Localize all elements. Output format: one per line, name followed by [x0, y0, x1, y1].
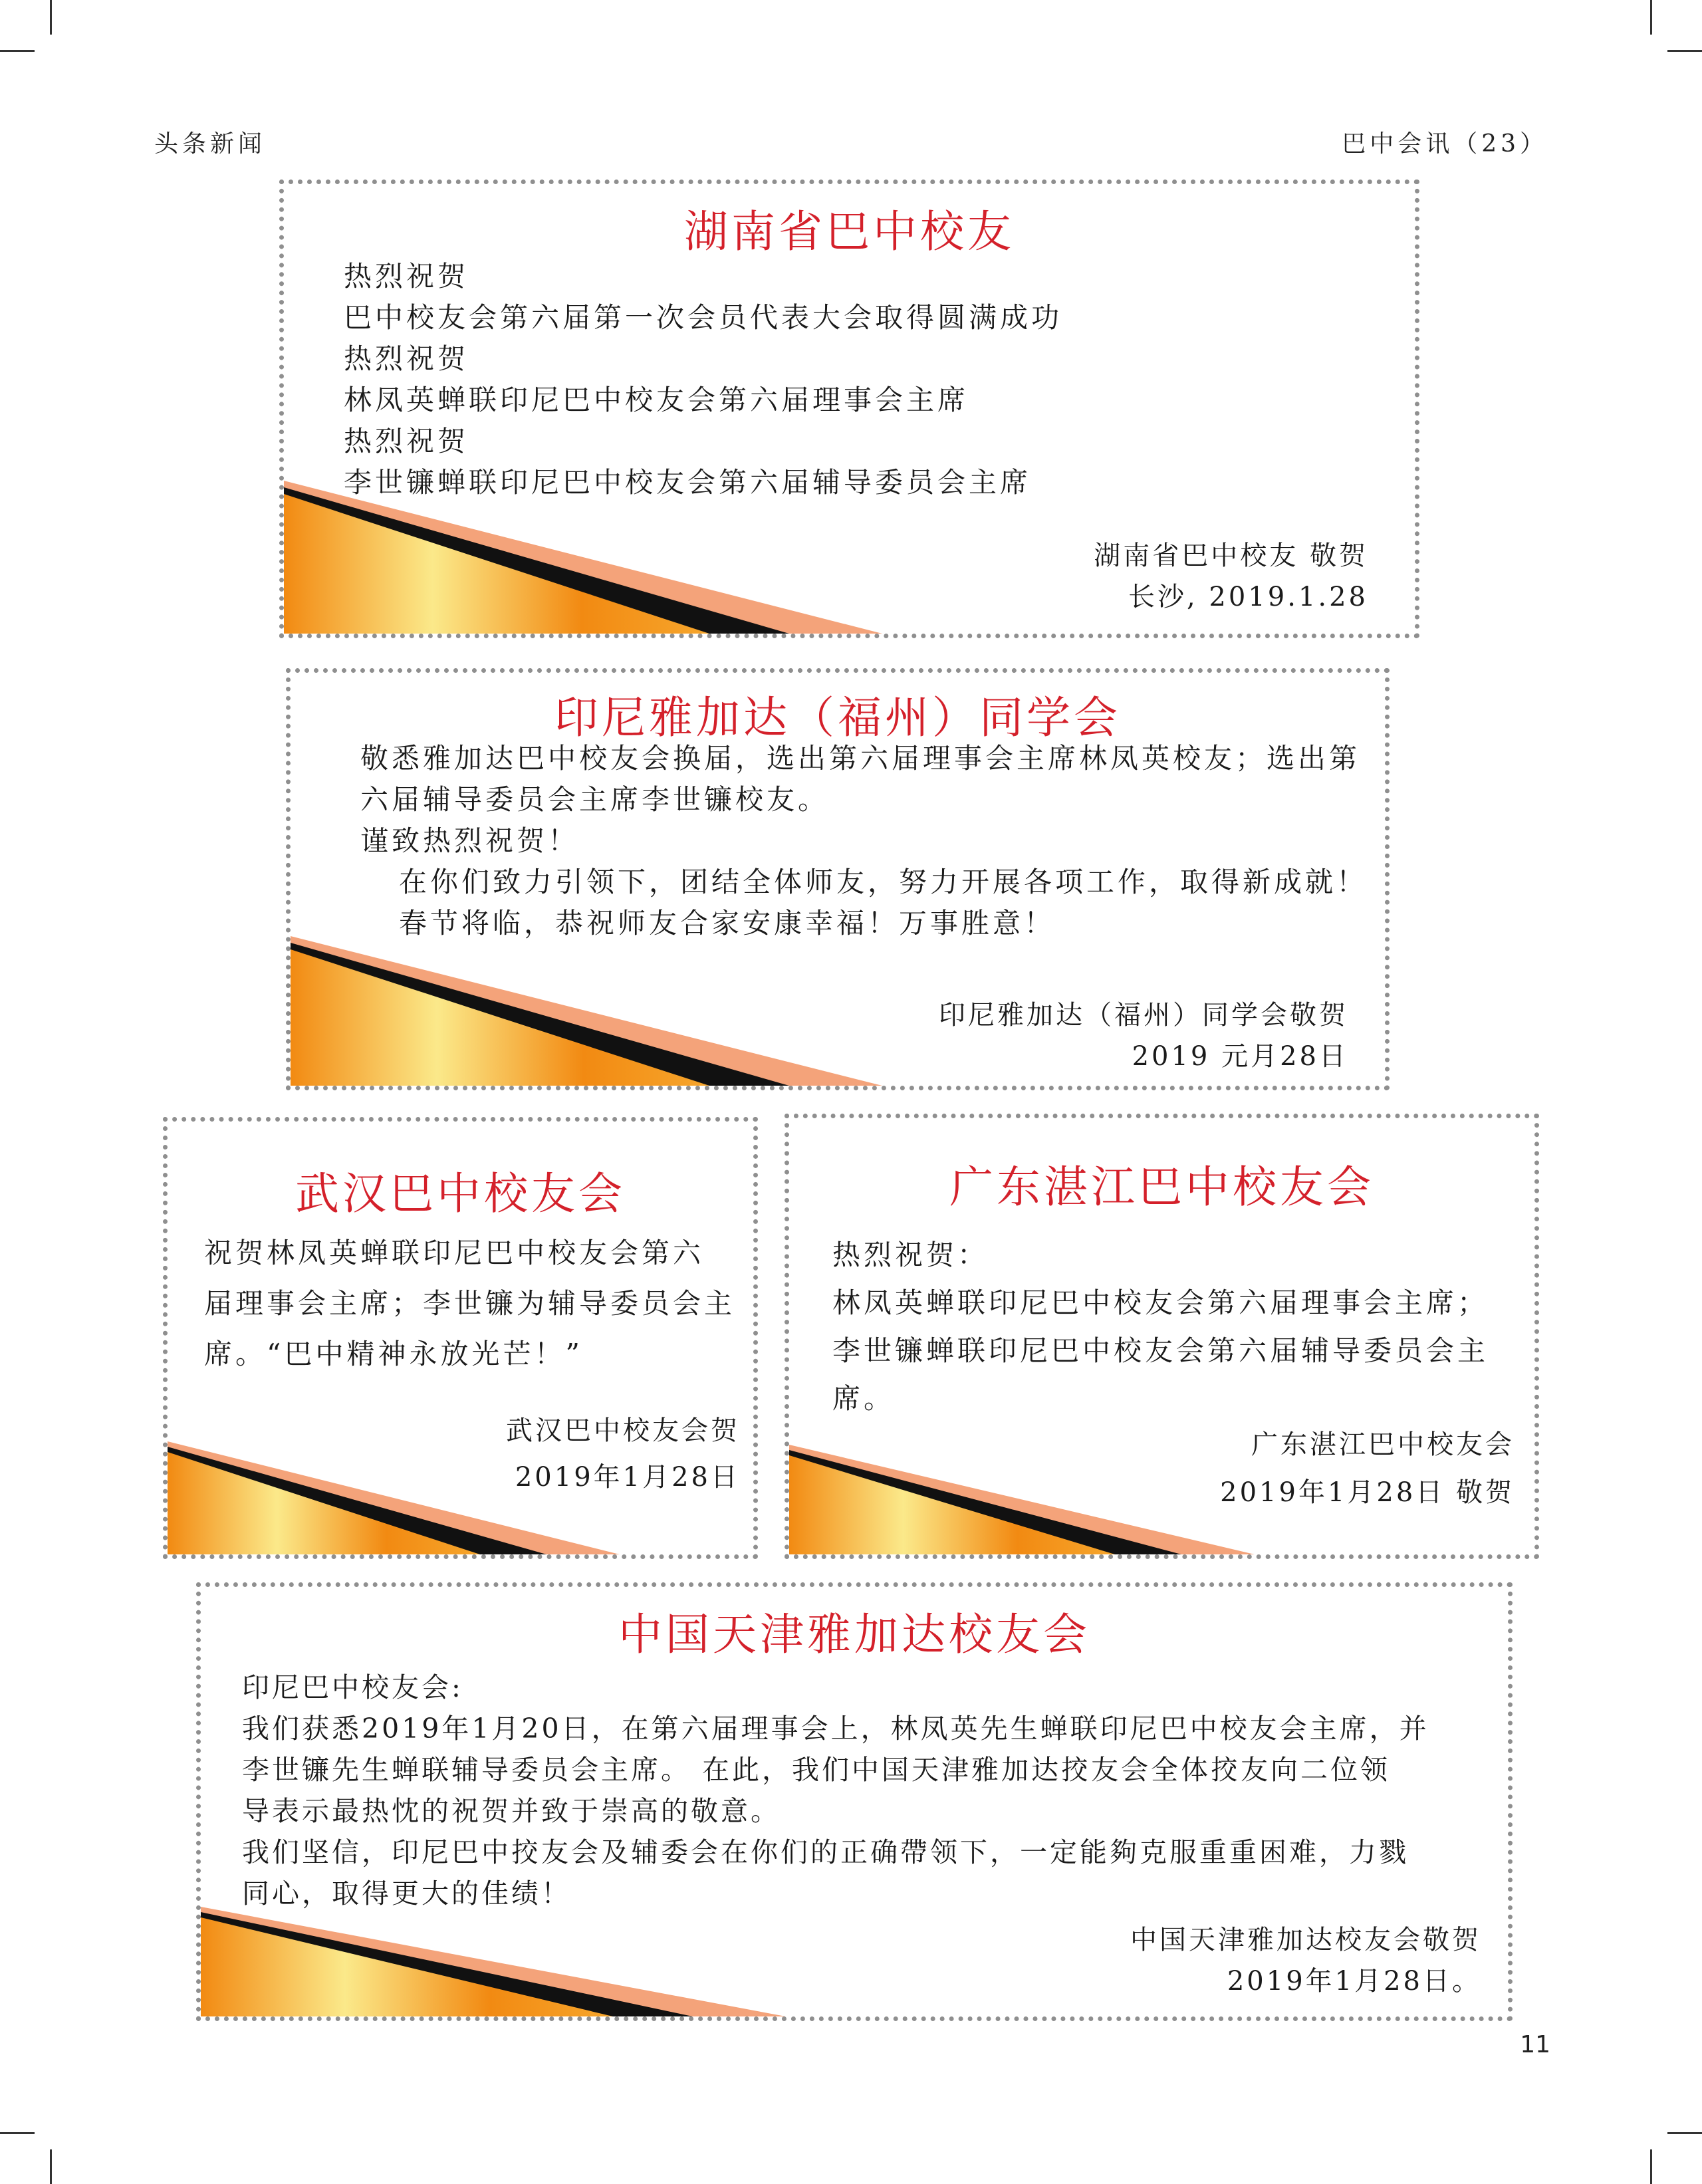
- ribbon-decoration: [284, 481, 882, 634]
- signature-line: 2019年1月28日 敬贺: [1220, 1477, 1515, 1508]
- greeting-card-wuhan: [163, 1117, 758, 1559]
- body-line: 李世镰先生蝉联辅导委员会主席。 在此，我们中国天津雅加达挍友会全体挍友向二位领: [242, 1754, 1391, 1786]
- card-signature: [1094, 535, 1368, 618]
- signature-line: 中国天津雅加达校友会敬贺: [1130, 1925, 1481, 1955]
- signature-line: 2019年1月28日。: [1227, 1966, 1481, 1997]
- crop-mark: [1667, 50, 1702, 52]
- body-line: 热烈祝贺: [344, 260, 469, 293]
- card-title: 广东湛江巴中校友会: [949, 1161, 1374, 1213]
- crop-mark: [1650, 0, 1652, 35]
- body-line: 敬悉雅加达巴中校友会换届，选出第六届理事会主席林凤英校友；选出第: [360, 742, 1361, 775]
- crop-mark: [0, 50, 35, 52]
- card-title: 湖南省巴中校友: [684, 206, 1015, 257]
- ribbon-decoration: [201, 1907, 786, 2016]
- crop-mark: [1650, 2149, 1652, 2184]
- signature-line: 湖南省巴中校友 敬贺: [1094, 541, 1368, 571]
- card-signature: [1220, 1421, 1515, 1517]
- card-signature: [506, 1407, 740, 1501]
- body-line: 林凤英蝉联印尼巴中校友会第六届理事会主席；: [832, 1286, 1489, 1319]
- body-line: 祝贺林凤英蝉联印尼巴中校友会第六: [204, 1237, 705, 1269]
- signature-line: 2019年1月28日: [515, 1462, 740, 1493]
- body-line: 我们坚信，印尼巴中挍友会及辅委会在你们的正确帶领下，一定能夠克服重重困难，力戮: [242, 1836, 1409, 1868]
- ribbon-decoration: [789, 1445, 1255, 1554]
- body-line: 六届辅导委员会主席李世镰校友。: [360, 783, 830, 816]
- body-line: 李世镰蝉联印尼巴中校友会第六届辅导委员会主席: [344, 466, 1032, 499]
- body-line: 印尼巴中校友会:: [242, 1671, 463, 1703]
- body-line: 席。: [832, 1382, 896, 1415]
- section-header: 头条新闻: [154, 130, 267, 158]
- body-line: 导表示最热忱的祝贺并致于崇高的敬意。: [242, 1795, 781, 1827]
- body-line: 我们获悉2019年1月20日，在第六届理事会上，林凤英先生蝉联印尼巴中校友会主席，并: [242, 1713, 1429, 1745]
- card-signature: [939, 995, 1348, 1077]
- card-title: 中国天津雅加达校友会: [618, 1609, 1090, 1660]
- crop-mark: [1667, 2132, 1702, 2134]
- page-number: 11: [1520, 2031, 1550, 2058]
- card-body: [832, 1231, 1489, 1423]
- body-line: 林凤英蝉联印尼巴中校友会第六届理事会主席: [344, 384, 969, 416]
- greeting-card-hunan: [279, 180, 1419, 638]
- body-line: 席。“巴中精神永放光芒！”: [204, 1338, 583, 1370]
- card-body: [360, 738, 1368, 944]
- body-line: 巴中校友会第六届第一次会员代表大会取得圆满成功: [344, 301, 1063, 334]
- publication-header: 巴中会讯（23）: [1342, 130, 1548, 158]
- card-body: [344, 256, 1062, 503]
- card-body: [242, 1667, 1429, 1914]
- body-line: 热烈祝贺: [344, 425, 469, 457]
- card-body: [204, 1228, 735, 1380]
- card-title: 武汉巴中校友会: [295, 1168, 626, 1219]
- body-line: 热烈祝贺：: [832, 1239, 989, 1271]
- signature-line: 长沙, 2019.1.28: [1128, 582, 1368, 612]
- body-line: 届理事会主席；李世镰为辅导委员会主: [204, 1287, 736, 1320]
- signature-line: 印尼雅加达（福州）同学会敬贺: [939, 1000, 1348, 1031]
- crop-mark: [50, 0, 52, 35]
- body-line: 热烈祝贺: [344, 342, 469, 375]
- greeting-card-tianjin: [196, 1582, 1513, 2021]
- signature-line: 2019 元月28日: [1132, 1041, 1348, 1072]
- body-line: 同心，取得更大的佳绩！: [242, 1878, 571, 1909]
- signature-line: 武汉巴中校友会贺: [506, 1415, 740, 1446]
- body-line: 在你们致力引领下，团结全体师友，努力开展各项工作，取得新成就！: [399, 866, 1368, 898]
- body-line: 春节将临，恭祝师友合家安康幸福！万事胜意！: [399, 907, 1056, 939]
- greeting-card-jakarta-fuzhou: [286, 668, 1390, 1090]
- card-title: 印尼雅加达（福州）同学会: [554, 692, 1121, 743]
- greeting-card-zhanjiang: [785, 1114, 1539, 1559]
- body-line: 李世镰蝉联印尼巴中校友会第六届辅导委员会主: [832, 1334, 1489, 1367]
- signature-line: 广东湛江巴中校友会: [1251, 1429, 1515, 1460]
- body-line: 谨致热烈祝贺！: [360, 824, 580, 857]
- ribbon-decoration: [291, 936, 882, 1086]
- card-signature: [1130, 1919, 1481, 2002]
- crop-mark: [50, 2149, 52, 2184]
- crop-mark: [0, 2132, 35, 2134]
